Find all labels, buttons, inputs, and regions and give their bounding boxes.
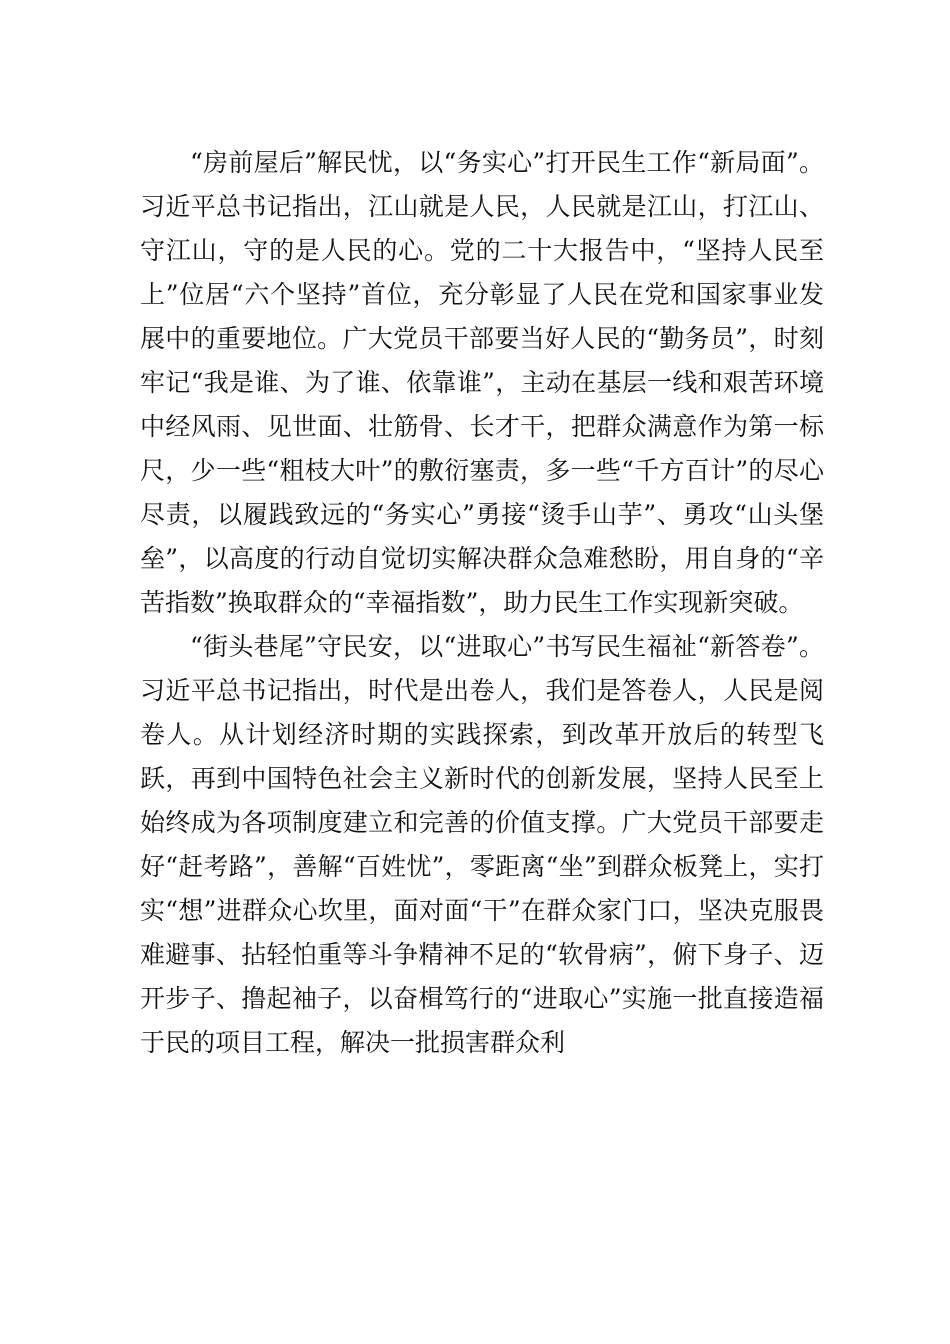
paragraph-pragmatic-heart: “房前屋后”解民忧，以“务实心”打开民生工作“新局面”。习近平总书记指出，江山就是人民，人民就是江山，打江山、守江山，守的是人民的心。党的二十大报告中，“坚持人民至上”位居“六个坚持”首位，充分彰显了人民在党和国家事业发展中的重要地位。广大党员干部要当好人民的“勤务员”，时刻牢记“我是谁、为了谁、依靠谁”，主动在基层一线和艰苦环境中经风雨、见世面、壮筋骨、长才干，把群众满意作为第一标尺，少一些“粗枝大叶”的敷衍塞责，多一些“千方百计”的尽心尽责，以履践致远的“务实心”勇接“烫手山芋”、勇攻“山头堡垒”，以高度的行动自觉切实解决群众急难愁盼，用自身的“辛苦指数”换取群众的“幸福指数”，助力民生工作实现新突破。 [140, 148, 824, 617]
document-body [140, 141, 824, 1065]
paragraph-enterprising-heart: “街头巷尾”守民安，以“进取心”书写民生福祉“新答卷”。习近平总书记指出，时代是出卷人，我们是答卷人，人民是阅卷人。从计划经济时期的实践探索，到改革开放后的转型飞跃，再到中国特色社会主义新时代的创新发展，坚持人民至上始终成为各项制度建立和完善的价值支撑。广大党员干部要走好“赶考路”，善解“百姓忧”，零距离“坐”到群众板凳上，实打实“想”进群众心坎里，面对面“干”在群众家门口，坚决克服畏难避事、拈轻怕重等斗争精神不足的“软骨病”，俯下身子、迈开步子、撸起袖子，以奋楫笃行的“进取心”实施一批直接造福于民的项目工程，解决一批损害群众利 [140, 632, 824, 1057]
